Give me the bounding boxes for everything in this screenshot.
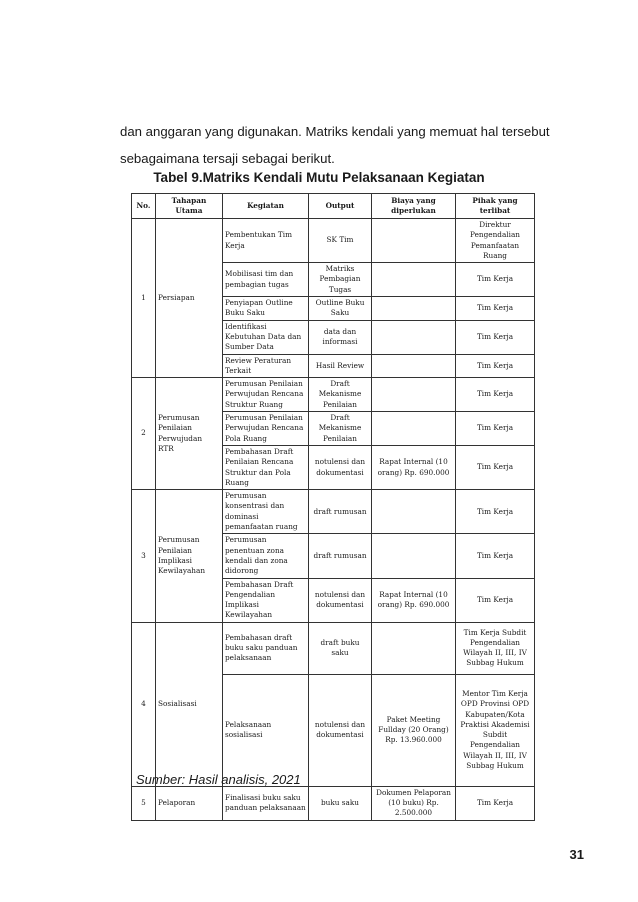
row-stage: Perumusan Penilaian Perwujudan RTR	[156, 378, 223, 490]
cell-output: Draft Mekanisme Penilaian	[309, 412, 372, 446]
cell-activity: Review Peraturan Terkait	[223, 354, 309, 378]
intro-line-1: dan anggaran yang digunakan. Matriks kendali yang memuat hal tersebut	[120, 124, 550, 139]
cell-cost	[372, 320, 456, 354]
cell-cost	[372, 534, 456, 578]
cell-output: buku saku	[309, 786, 372, 820]
cell-activity: Pelaksanaan sosialisasi	[223, 674, 309, 786]
cell-cost: Paket Meeting Fullday (20 Orang) Rp. 13.960.000	[372, 674, 456, 786]
control-matrix-table	[131, 193, 535, 821]
cell-output: Hasil Review	[309, 354, 372, 378]
cell-party: Tim Kerja	[456, 786, 535, 820]
cell-activity: Perumusan Penilaian Perwujudan Rencana Pola Ruang	[223, 412, 309, 446]
cell-output: notulensi dan dokumentasi	[309, 578, 372, 622]
table-caption: Tabel 9.Matriks Kendali Mutu Pelaksanaan Kegiatan	[153, 170, 485, 185]
table-source-note: Sumber: Hasil analisis, 2021	[136, 772, 301, 787]
cell-activity: Pembentukan Tim Kerja	[223, 219, 309, 263]
cell-party: Mentor Tim Kerja OPD Provinsi OPD Kabupaten/Kota Praktisi Akademisi Subdit Pengendalian Wilayah II, III, IV Subbag Hukum	[456, 674, 535, 786]
cell-output: draft rumusan	[309, 490, 372, 534]
cell-party: Tim Kerja	[456, 378, 535, 412]
cell-cost	[372, 622, 456, 674]
cell-activity: Pembahasan Draft Pengendalian Implikasi Kewilayahan	[223, 578, 309, 622]
cell-output: notulensi dan dokumentasi	[309, 674, 372, 786]
cell-cost	[372, 354, 456, 378]
cell-output: SK Tim	[309, 219, 372, 263]
cell-activity: Pembahasan draft buku saku panduan pelaksanaan	[223, 622, 309, 674]
cell-party: Tim Kerja Subdit Pengendalian Wilayah II, III, IV Subbag Hukum	[456, 622, 535, 674]
table-row	[132, 622, 535, 674]
intro-line-2: sebagaimana tersaji sebagai berikut.	[120, 151, 335, 166]
header-cost: Biaya yang diperlukan	[372, 194, 456, 219]
table-row	[132, 490, 535, 534]
header-activity: Kegiatan	[223, 194, 309, 219]
cell-activity: Identifikasi Kebutuhan Data dan Sumber Data	[223, 320, 309, 354]
cell-activity: Perumusan konsentrasi dan dominasi pemanfaatan ruang	[223, 490, 309, 534]
header-party: Pihak yang terlibat	[456, 194, 535, 219]
cell-output: draft buku saku	[309, 622, 372, 674]
cell-party: Direktur Pengendalian Pemanfaatan Ruang	[456, 219, 535, 263]
row-no: 1	[132, 219, 156, 378]
cell-party: Tim Kerja	[456, 263, 535, 297]
row-stage: Sosialisasi	[156, 622, 223, 786]
cell-activity: Perumusan Penilaian Perwujudan Rencana Struktur Ruang	[223, 378, 309, 412]
cell-cost	[372, 378, 456, 412]
row-stage: Pelaporan	[156, 786, 223, 820]
table-row	[132, 378, 535, 412]
row-no: 4	[132, 622, 156, 786]
cell-activity: Perumusan penentuan zona kendali dan zona didorong	[223, 534, 309, 578]
cell-cost: Rapat Internal (10 orang) Rp. 690.000	[372, 445, 456, 489]
cell-party: Tim Kerja	[456, 490, 535, 534]
row-no: 2	[132, 378, 156, 490]
cell-cost	[372, 490, 456, 534]
table-header-row	[132, 194, 535, 219]
table-row	[132, 219, 535, 263]
cell-cost: Dokumen Pelaporan (10 buku) Rp. 2.500.000	[372, 786, 456, 820]
cell-party: Tim Kerja	[456, 534, 535, 578]
cell-party: Tim Kerja	[456, 297, 535, 321]
row-stage: Persiapan	[156, 219, 223, 378]
cell-output: data dan informasi	[309, 320, 372, 354]
row-stage: Perumusan Penilaian Implikasi Kewilayahan	[156, 490, 223, 623]
cell-cost	[372, 297, 456, 321]
cell-activity: Pembahasan Draft Penilaian Rencana Struktur dan Pola Ruang	[223, 445, 309, 489]
cell-activity: Finalisasi buku saku panduan pelaksanaan	[223, 786, 309, 820]
cell-output: Matriks Pembagian Tugas	[309, 263, 372, 297]
cell-party: Tim Kerja	[456, 578, 535, 622]
header-output: Output	[309, 194, 372, 219]
cell-party: Tim Kerja	[456, 412, 535, 446]
row-no: 3	[132, 490, 156, 623]
cell-cost	[372, 219, 456, 263]
cell-output: Outline Buku Saku	[309, 297, 372, 321]
table-row	[132, 786, 535, 820]
cell-cost	[372, 263, 456, 297]
cell-output: Draft Mekanisme Penilaian	[309, 378, 372, 412]
cell-cost: Rapat Internal (10 orang) Rp. 690.000	[372, 578, 456, 622]
cell-output: notulensi dan dokumentasi	[309, 445, 372, 489]
page-number: 31	[569, 847, 584, 862]
intro-paragraph	[120, 118, 550, 172]
cell-activity: Penyiapan Outline Buku Saku	[223, 297, 309, 321]
cell-output: draft rumusan	[309, 534, 372, 578]
cell-party: Tim Kerja	[456, 320, 535, 354]
row-no: 5	[132, 786, 156, 820]
cell-activity: Mobilisasi tim dan pembagian tugas	[223, 263, 309, 297]
cell-party: Tim Kerja	[456, 354, 535, 378]
cell-party: Tim Kerja	[456, 445, 535, 489]
cell-cost	[372, 412, 456, 446]
header-stage: Tahapan Utama	[156, 194, 223, 219]
header-no: No.	[132, 194, 156, 219]
